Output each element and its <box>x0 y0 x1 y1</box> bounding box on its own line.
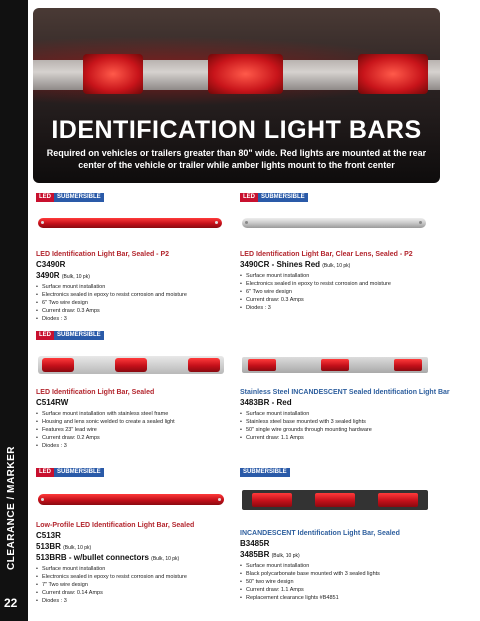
spec-item: • Surface mount installation with stainless steel frame <box>36 410 175 418</box>
badge-led-submersible <box>36 331 104 340</box>
product-code: 513BR (Bulk, 10 pk) <box>36 542 92 551</box>
page-number: 22 <box>4 596 18 610</box>
spec-item: • Surface mount installation <box>240 272 413 280</box>
mount-hole <box>419 221 422 224</box>
submersible-badge: SUBMERSIBLE <box>54 468 104 477</box>
lamp <box>252 493 292 507</box>
spec-item: • Housing and lens sonic welded to create a sealed light <box>36 418 175 426</box>
lamp <box>115 358 147 372</box>
badge-submersible-only <box>240 468 290 477</box>
product-title: LED Identification Light Bar, Clear Lens, Sealed - P2 <box>240 251 413 258</box>
product-code: C513R <box>36 531 61 540</box>
spec-item: • Current draw: 1.1 Amps <box>240 586 400 594</box>
spec-item: • Electronics sealed in epoxy to resist corrosion and moisture <box>36 573 194 581</box>
product-code: 3490CR - Shines Red (Bulk, 10 pk) <box>240 260 351 269</box>
led-badge: LED <box>36 193 54 202</box>
spec-item: • Stainless steel base mounted with 3 sealed lights <box>240 418 450 426</box>
badge-led-submersible <box>240 193 308 202</box>
spec-item: • Diodes : 3 <box>240 304 413 312</box>
product-title: Stainless Steel INCANDESCENT Sealed Identification Light Bar <box>240 389 450 396</box>
product-block <box>36 522 194 605</box>
spec-list <box>240 562 400 602</box>
spec-item: • Current draw: 0.14 Amps <box>36 589 194 597</box>
spec-item: • 50" single wire grounds through mounting hardware <box>240 426 450 434</box>
spec-item: • Diodes : 3 <box>36 315 187 323</box>
mount-hole <box>245 221 248 224</box>
spec-item: • Electronics sealed in epoxy to resist corrosion and moisture <box>36 291 187 299</box>
spec-item: • Current draw: 1.1 Amps <box>240 434 450 442</box>
mount-hole <box>41 221 44 224</box>
spec-list <box>36 410 175 450</box>
mount-hole <box>218 498 221 501</box>
spec-list <box>36 283 187 323</box>
submersible-badge: SUBMERSIBLE <box>54 331 104 340</box>
page-subtitle: Required on vehicles or trailers greater than 80" wide. Red lights are mounted at the rear center of the vehicle or trailer while amber lights mount to the front center <box>46 148 427 170</box>
product-code: 3490R (Bulk, 10 pk) <box>36 271 90 280</box>
product-code: C3490R <box>36 260 66 269</box>
lamp <box>321 359 349 371</box>
spec-item: • Features 23" lead wire <box>36 426 175 434</box>
badge-led-submersible <box>36 468 104 477</box>
product-code: B3485R <box>240 539 270 548</box>
product-title: LED Identification Light Bar, Sealed - P2 <box>36 251 170 258</box>
section-label: CLEARANCE / MARKER <box>6 446 17 570</box>
spec-list <box>240 272 413 312</box>
product-title: INCANDESCENT Identification Light Bar, Sealed <box>240 530 400 537</box>
mount-hole <box>41 498 44 501</box>
product-block <box>240 389 450 442</box>
spec-item: • Surface mount installation <box>240 410 450 418</box>
product-image-b3485r <box>242 490 428 510</box>
submersible-badge: SUBMERSIBLE <box>54 193 104 202</box>
spec-item: • Surface mount installation <box>36 565 194 573</box>
hero-lamp-left <box>83 54 143 94</box>
lamp <box>394 359 422 371</box>
product-code: C514RW <box>36 398 69 407</box>
product-code: 513BRB - w/bullet connectors (Bulk, 10 pk) <box>36 553 180 562</box>
spec-item: • 50" two wire design <box>240 578 400 586</box>
product-block <box>240 251 413 312</box>
spec-item: • 6" Two wire design <box>240 288 413 296</box>
badge-led-submersible <box>36 193 104 202</box>
product-image-c3490r <box>38 218 222 228</box>
lamp <box>248 359 276 371</box>
section-sidebar <box>0 0 28 621</box>
lamp <box>378 493 418 507</box>
page-title: IDENTIFICATION LIGHT BARS <box>51 116 422 144</box>
hero-banner <box>33 8 440 183</box>
led-badge: LED <box>36 468 54 477</box>
product-title: LED Identification Light Bar, Sealed <box>36 389 155 396</box>
hero-lamp-right <box>358 54 428 94</box>
product-image-3483br <box>242 357 428 373</box>
lamp <box>188 358 220 372</box>
submersible-badge: SUBMERSIBLE <box>240 468 290 477</box>
lamp <box>315 493 355 507</box>
spec-item: • Current draw: 0.3 Amps <box>240 296 413 304</box>
product-code: 3485BR (Bulk, 10 pk) <box>240 550 300 559</box>
spec-item: • 7" Two wire design <box>36 581 194 589</box>
product-code: 3483BR - Red <box>240 398 292 407</box>
product-title: Low-Profile LED Identification Light Bar, Sealed <box>36 522 195 529</box>
product-image-c514rw <box>38 356 224 374</box>
product-image-3490cr <box>242 218 426 228</box>
spec-list <box>36 565 194 605</box>
spec-item: • Black polycarbonate base mounted with 3 sealed lights <box>240 570 400 578</box>
product-block <box>240 530 400 602</box>
mount-hole <box>215 221 218 224</box>
spec-item: • Current draw: 0.2 Amps <box>36 434 175 442</box>
submersible-badge: SUBMERSIBLE <box>258 193 308 202</box>
hero-lamp-center <box>208 54 283 94</box>
spec-item: • Diodes : 3 <box>36 442 175 450</box>
spec-list <box>240 410 450 442</box>
spec-item: • Surface mount installation <box>36 283 187 291</box>
led-badge: LED <box>240 193 258 202</box>
spec-item: • Replacement clearance lights #B4851 <box>240 594 400 602</box>
product-block <box>36 251 187 323</box>
led-badge: LED <box>36 331 54 340</box>
spec-item: • Surface mount installation <box>240 562 400 570</box>
lamp <box>42 358 74 372</box>
product-image-c513r <box>38 494 224 505</box>
spec-item: • Diodes : 3 <box>36 597 194 605</box>
spec-item: • Electronics sealed in epoxy to resist corrosion and moisture <box>240 280 413 288</box>
spec-item: • 6" Two wire design <box>36 299 187 307</box>
spec-item: • Current draw: 0.3 Amps <box>36 307 187 315</box>
product-block <box>36 389 175 450</box>
